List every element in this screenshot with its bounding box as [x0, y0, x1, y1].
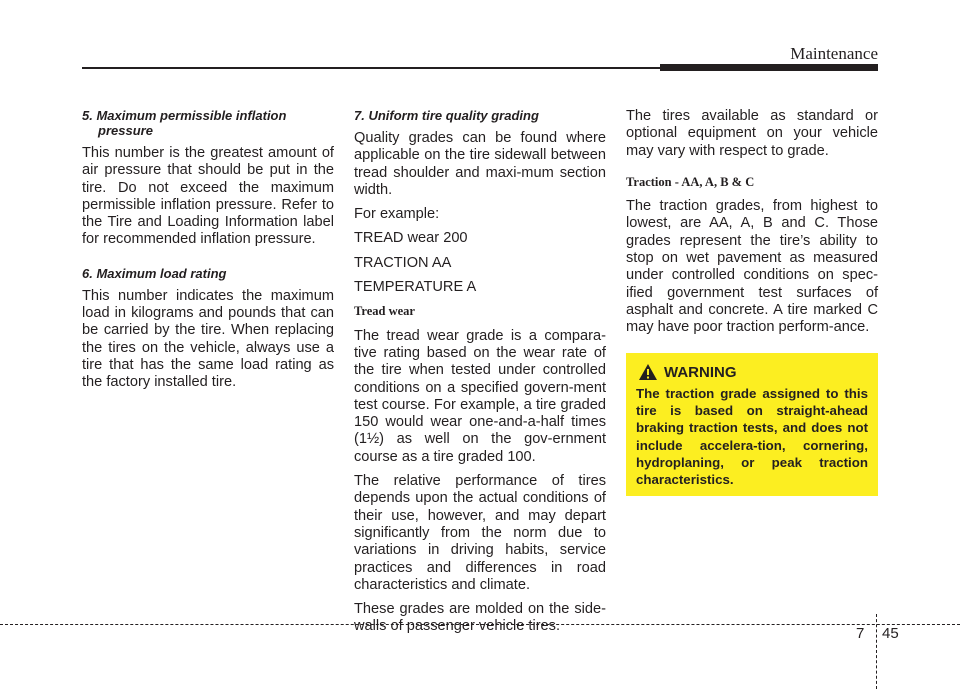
footer-divider — [876, 614, 877, 689]
example-temperature: TEMPERATURE A — [354, 279, 477, 296]
footer-rule — [0, 624, 960, 625]
header-rule — [82, 67, 660, 69]
paragraph-max-load-rating: This number indicates the maximum load in kilograms and pounds that can be carried by the tire. When replacing the tires on the vehicle, always use a tire that has the same load rating as the factory installed tire. — [82, 287, 334, 391]
paragraph-quality-grades: Quality grades can be found where applicable on the tire sidewall between tread shoulder and maxi-mum section width. — [354, 130, 606, 198]
heading-max-load-rating: 6. Maximum load rating — [82, 265, 227, 281]
page-number: 45 — [882, 625, 899, 642]
column-2 — [354, 108, 606, 643]
subheading-tread-wear: Tread wear — [354, 304, 415, 319]
paragraph-grade-availability: The tires available as standard or optional equipment on your vehicle may vary with respect to grade. — [626, 108, 878, 159]
chapter-number: 7 — [856, 625, 865, 642]
warning-box — [626, 353, 878, 496]
warning-header — [638, 363, 868, 381]
heading-max-inflation-pressure: 5. Maximum permissible inflation pressure — [82, 108, 287, 138]
paragraph-relative-performance: The relative performance of tires depends upon the actual conditions of their use, however, and may depart significantly from the norm due to variations in driving habits, service practices and differences in road characteristics and climate. — [354, 473, 606, 593]
column-3 — [626, 108, 878, 344]
column-1 — [82, 108, 334, 399]
section-title: Maintenance — [790, 44, 878, 63]
example-traction: TRACTION AA — [354, 254, 452, 271]
paragraph-molded-grades: These grades are molded on the side-walls of passenger vehicle tires. — [354, 601, 606, 635]
warning-text: The traction grade assigned to this tire is based on straight-ahead braking traction tests, and does not include accelera-tion, cornering, hydroplaning, or peak traction characteristics. — [636, 386, 868, 488]
subheading-traction: Traction - AA, A, B & C — [626, 174, 755, 189]
example-tread-wear: TREAD wear 200 — [354, 230, 468, 247]
example-label: For example: — [354, 206, 440, 223]
heading-tire-quality-grading: 7. Uniform tire quality grading — [354, 108, 539, 123]
header-bar — [660, 64, 878, 71]
warning-triangle-icon — [638, 363, 658, 381]
warning-title: WARNING — [664, 363, 737, 381]
paragraph-traction-grades: The traction grades, from highest to lowest, are AA, A, B and C. Those grades represent the tire’s ability to stop on wet pavement as measured under controlled conditions on spec-ified government test surfaces of asphalt and concrete. A tire marked C may have poor traction perform-ance. — [626, 198, 878, 336]
paragraph-tread-wear: The tread wear grade is a compara-tive rating based on the wear rate of the tire when tested under controlled conditions on a specified govern-ment test course. For example, a tire graded 150 would wear one-and-a-half times (1½) as well on the gov-ernment course as a tire graded 100. — [354, 327, 606, 465]
paragraph-max-inflation-pressure: This number is the greatest amount of air pressure that should be put in the tire. Do not exceed the maximum permissible inflation pressure. Refer to the Tire and Loading Information label for recommended inflation pressure. — [82, 145, 334, 248]
